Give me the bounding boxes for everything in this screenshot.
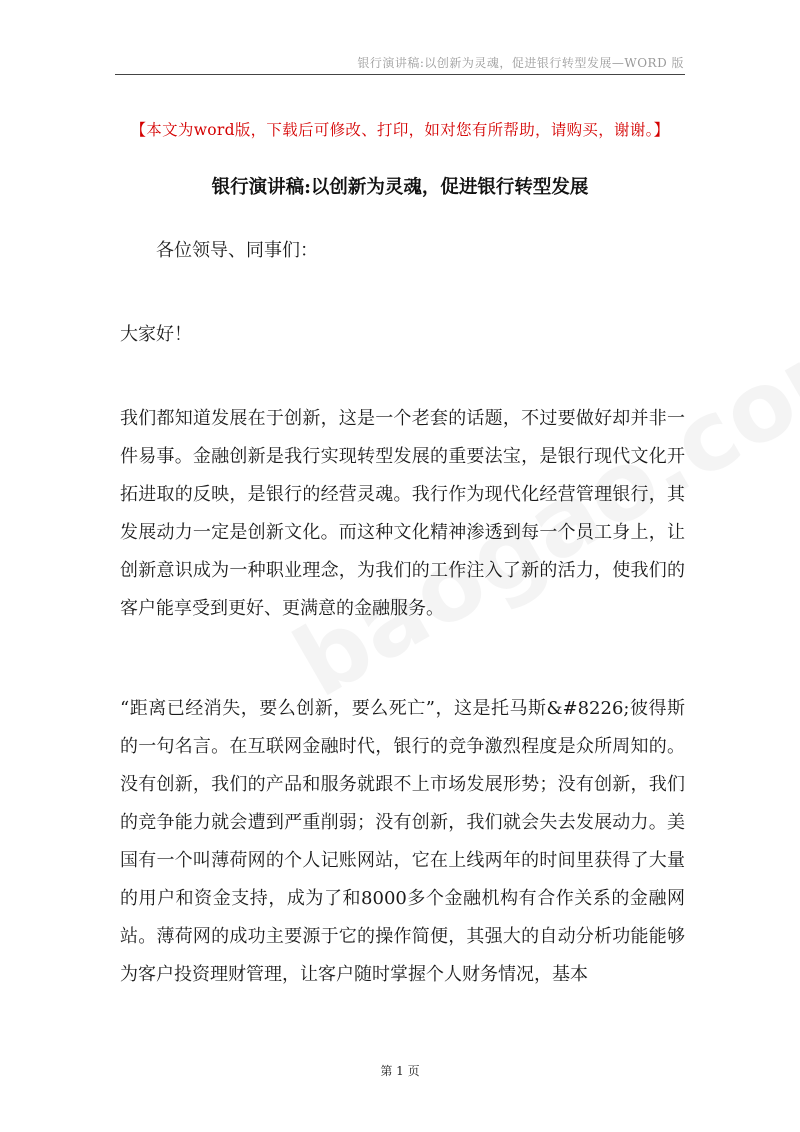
page-header: 银行演讲稿:以创新为灵魂，促进银行转型发展—WORD 版 bbox=[357, 56, 684, 70]
salutation-paragraph: 各位领导、同事们： bbox=[156, 240, 318, 261]
body-paragraph-1: 我们都知道发展在于创新，这是一个老套的话题，不过要做好却并非一件易事。金融创新是我行实现转型发展的重要法宝，是银行现代文化开拓进取的反映，是银行的经营灵魂。我行作为现代化经营管理银行，其发展动力一定是创新文化。而这种文化精神渗透到每一个员工身上，让创新意识成为一种职业理念，为我们的工作注入了新的活力，使我们的客户能享受到更好、更满意的金融服务。 bbox=[120, 408, 685, 619]
body-paragraph-2: “距离已经消失，要么创新，要么死亡”，这是托马斯&#8226;彼得斯的一句名言。在互联网金融时代，银行的竞争激烈程度是众所周知的。没有创新，我们的产品和服务就跟不上市场发展形势；没有创新，我们的竞争能力就会遭到严重削弱；没有创新，我们就会失去发展动力。美国有一个叫薄荷网的个人记账网站，它在上线两年的时间里获得了大量的用户和资金支持，成为了和8000多个金融机构有合作关系的金融网站。薄荷网的成功主要源于它的操作简便，其强大的自动分析功能能够为客户投资理财管理，让客户随时掌握个人财务情况，基本 bbox=[120, 698, 685, 985]
greeting-paragraph: 大家好！ bbox=[120, 324, 192, 345]
purchase-notice: 【本文为word版，下载后可修改、打印，如对您有所帮助，请购买，谢谢。】 bbox=[130, 121, 670, 139]
page-number: 第 1 页 bbox=[380, 1064, 420, 1078]
header-rule bbox=[115, 74, 685, 75]
document-title: 银行演讲稿:以创新为灵魂，促进银行转型发展 bbox=[211, 177, 589, 198]
